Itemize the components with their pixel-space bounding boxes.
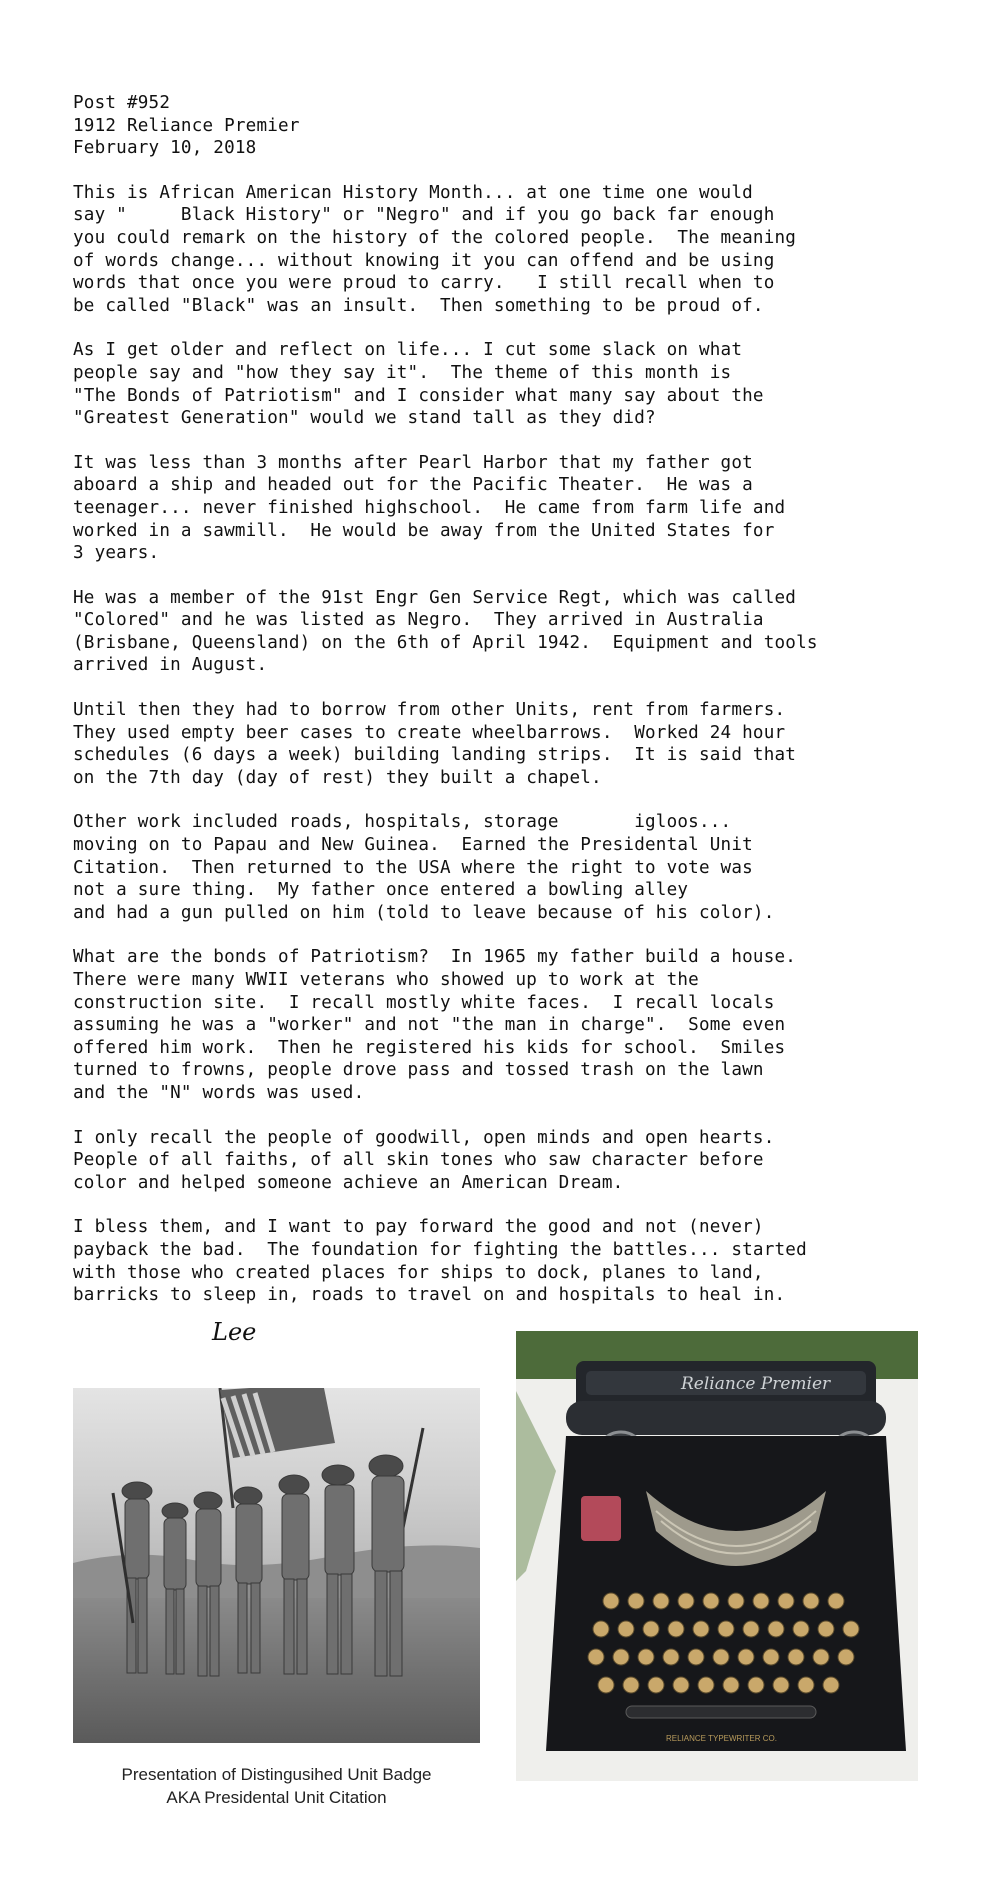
- text-line: He was a member of the 91st Engr Gen Service Regt, which was called: [73, 587, 797, 608]
- soldiers-photo-illustration: [73, 1388, 480, 1743]
- text-line: Until then they had to borrow from other Units, rent from farmers.: [73, 700, 786, 721]
- text-line: barricks to sleep in, roads to travel on and hospitals to heal in.: [73, 1285, 786, 1306]
- text-line: payback the bad. The foundation for fighting the battles... started: [73, 1239, 807, 1260]
- text-line: I only recall the people of goodwill, open minds and open hearts.: [73, 1127, 775, 1148]
- text-line: be called "Black" was an insult. Then something to be proud of.: [73, 295, 764, 316]
- typewriter-model: 1912 Reliance Premier: [73, 115, 300, 136]
- text-line: not a sure thing. My father once entered a bowling alley: [73, 880, 689, 901]
- text-line: with those who created places for ships to dock, planes to land,: [73, 1262, 764, 1283]
- text-line: I bless them, and I want to pay forward the good and not (never): [73, 1217, 764, 1238]
- paragraph: [73, 699, 933, 789]
- text-line: construction site. I recall mostly white faces. I recall locals: [73, 992, 775, 1013]
- text-line: What are the bonds of Patriotism? In 1965 my father build a house.: [73, 947, 797, 968]
- maker-plate: RELIANCE TYPEWRITER CO.: [666, 1734, 777, 1743]
- typewriter-illustration: [516, 1331, 918, 1781]
- paragraph: [73, 1216, 933, 1306]
- paragraph: [73, 182, 933, 318]
- text-line: As I get older and reflect on life... I cut some slack on what: [73, 340, 743, 361]
- typewriter-photo: [516, 1331, 918, 1781]
- text-line: worked in a sawmill. He would be away from the United States for: [73, 520, 775, 541]
- text-line: and the "N" words was used.: [73, 1082, 365, 1103]
- typed-letter: [73, 92, 933, 1329]
- signature: Lee: [212, 1318, 257, 1346]
- paragraph: [73, 587, 933, 677]
- letter-header: [73, 92, 933, 160]
- text-line: on the 7th day (day of rest) they built a chapel.: [73, 767, 602, 788]
- text-line: schedules (6 days a week) building landing strips. It is said that: [73, 745, 797, 766]
- letter-body: [73, 182, 933, 1307]
- paragraph: [73, 811, 933, 924]
- text-line: moving on to Papau and New Guinea. Earned the Presidental Unit: [73, 835, 753, 856]
- text-line: people say and "how they say it". The theme of this month is: [73, 362, 732, 383]
- letter-date: February 10, 2018: [73, 138, 257, 159]
- text-line: aboard a ship and headed out for the Pacific Theater. He was a: [73, 475, 753, 496]
- text-line: People of all faiths, of all skin tones who saw character before: [73, 1150, 764, 1171]
- text-line: This is African American History Month... at one time one would: [73, 182, 753, 203]
- paragraph: [73, 1127, 933, 1195]
- text-line: 3 years.: [73, 543, 160, 564]
- text-line: arrived in August.: [73, 655, 268, 676]
- paragraph: [73, 946, 933, 1104]
- text-line: teenager... never finished highschool. He came from farm life and: [73, 497, 786, 518]
- caption-line-1: Presentation of Distingusihed Unit Badge: [121, 1765, 432, 1784]
- brand-plate: Reliance Premier: [681, 1374, 831, 1394]
- text-line: turned to frowns, people drove pass and tossed trash on the lawn: [73, 1060, 764, 1081]
- text-line: Other work included roads, hospitals, storage igloos...: [73, 812, 732, 833]
- text-line: and had a gun pulled on him (told to leave because of his color).: [73, 902, 775, 923]
- post-number: Post #952: [73, 93, 171, 113]
- text-line: you could remark on the history of the colored people. The meaning: [73, 227, 797, 248]
- text-line: say " Black History" or "Negro" and if you go back far enough: [73, 205, 775, 226]
- text-line: words that once you were proud to carry. I still recall when to: [73, 273, 775, 294]
- text-line: "Greatest Generation" would we stand tall as they did?: [73, 408, 656, 429]
- text-line: It was less than 3 months after Pearl Harbor that my father got: [73, 452, 753, 473]
- text-line: They used empty beer cases to create wheelbarrows. Worked 24 hour: [73, 722, 786, 743]
- text-line: offered him work. Then he registered his kids for school. Smiles: [73, 1037, 786, 1058]
- caption-line-2: AKA Presidental Unit Citation: [166, 1788, 387, 1807]
- text-line: "The Bonds of Patriotism" and I consider what many say about the: [73, 385, 764, 406]
- text-line: There were many WWII veterans who showed up to work at the: [73, 970, 699, 990]
- text-line: Citation. Then returned to the USA where the right to vote was: [73, 857, 753, 878]
- text-line: (Brisbane, Queensland) on the 6th of April 1942. Equipment and tools: [73, 632, 818, 653]
- text-line: assuming he was a "worker" and not "the man in charge". Some even: [73, 1015, 786, 1036]
- text-line: "Colored" and he was listed as Negro. They arrived in Australia: [73, 610, 764, 631]
- text-line: color and helped someone achieve an American Dream.: [73, 1172, 624, 1193]
- text-line: of words change... without knowing it you can offend and be using: [73, 250, 775, 271]
- paragraph: [73, 339, 933, 429]
- photo-caption: [73, 1763, 480, 1809]
- paragraph: [73, 452, 933, 565]
- soldiers-photo: [73, 1388, 480, 1743]
